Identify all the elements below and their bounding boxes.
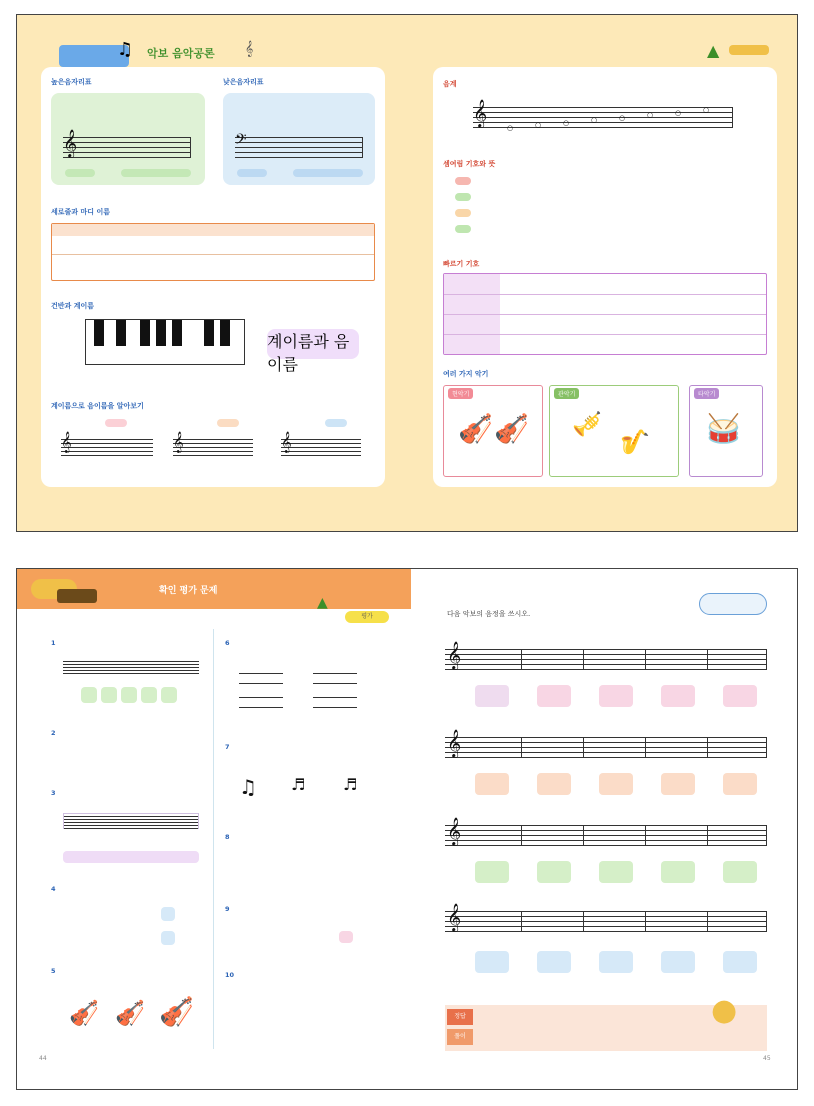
page-number-right: 45 <box>763 1055 771 1062</box>
section-treble: 높은음자리표 <box>51 78 92 86</box>
section-tempo: 빠르기 기호 <box>443 260 480 268</box>
drum-icon: 🥁 <box>706 412 741 445</box>
question-7-number: 7 <box>225 743 230 751</box>
answer-box[interactable] <box>723 685 757 707</box>
q3-staff <box>63 813 199 829</box>
naming-staff-3: 𝄞 <box>281 439 361 455</box>
answer-box[interactable] <box>723 861 757 883</box>
treble-clef-icon: 𝄞 <box>63 129 78 157</box>
answer-box[interactable] <box>161 687 177 703</box>
saxophone-icon: 🎷 <box>620 428 650 456</box>
answer-box[interactable] <box>141 687 157 703</box>
answer-box[interactable] <box>161 931 175 945</box>
question-5-number: 5 <box>51 967 56 975</box>
question-6-number: 6 <box>225 639 230 647</box>
naming-staff-2: 𝄞 <box>173 439 253 455</box>
keyboard-note-box: 계이름과 음이름 <box>267 329 359 359</box>
right-panel <box>433 67 777 487</box>
answer-box[interactable] <box>661 685 695 707</box>
viola-icon: 🎻 <box>115 999 145 1027</box>
exercise-staff-2: 𝄞 <box>445 737 767 757</box>
page-title: 악보 음악공론 <box>147 47 215 60</box>
eighth-notes-icon: ♫ <box>239 775 257 799</box>
piano-keyboard <box>85 319 245 365</box>
textbook-spread-top <box>16 14 798 532</box>
character-badge <box>699 593 767 615</box>
scale-staff: 𝄞 ○ ○ ○ ○ ○ ○ ○ ○ <box>473 107 733 127</box>
answer-box[interactable] <box>475 951 509 973</box>
exercise-staff-4: 𝄞 <box>445 911 767 931</box>
answer-box[interactable] <box>661 861 695 883</box>
section-keyboard: 건반과 계이름 <box>51 302 95 310</box>
question-2-number: 2 <box>51 729 56 737</box>
answer-box[interactable] <box>599 861 633 883</box>
answer-box[interactable] <box>599 773 633 795</box>
question-8-number: 8 <box>225 833 230 841</box>
question-10-number: 10 <box>225 971 235 979</box>
wind-instruments-box: 관악기 🎺 🎷 <box>549 385 679 477</box>
question-1-number: 1 <box>51 639 56 647</box>
answer-box[interactable] <box>81 687 97 703</box>
percussion-box: 타악기 🥁 <box>689 385 763 477</box>
instruction: 다음 악보의 음정을 쓰시오. <box>447 610 531 618</box>
bass-staff <box>235 131 363 157</box>
exercise-staff-1: 𝄞 <box>445 649 767 669</box>
unit-header <box>17 569 411 609</box>
section-scale: 음계 <box>443 80 457 88</box>
barline-table <box>51 223 375 281</box>
answer-box[interactable] <box>599 685 633 707</box>
mascot-icon: ▲ <box>317 595 328 611</box>
answer-box[interactable] <box>161 907 175 921</box>
music-note-icon: ♫ <box>117 39 134 60</box>
answer-box[interactable] <box>475 685 509 707</box>
answer-box[interactable] <box>723 773 757 795</box>
exercise-staff-3: 𝄞 <box>445 825 767 845</box>
answer-box[interactable] <box>339 931 353 943</box>
cello-icon: 🎻 <box>494 412 529 445</box>
answer-box[interactable] <box>121 687 137 703</box>
bee-mascot-icon: ● <box>711 993 738 1028</box>
answer-box[interactable] <box>661 951 695 973</box>
cello-icon: 🎻 <box>159 995 194 1028</box>
answer-box[interactable] <box>537 773 571 795</box>
string-instruments-box: 현악기 🎻 🎻 <box>443 385 543 477</box>
question-4-number: 4 <box>51 885 56 893</box>
answer-box[interactable] <box>599 951 633 973</box>
note-group-icon: ♬ <box>291 775 306 794</box>
note-group-icon: ♬ <box>343 775 358 794</box>
answer-box[interactable] <box>661 773 695 795</box>
left-panel <box>41 67 385 487</box>
footer-tag-answer: 정답 <box>447 1009 473 1025</box>
unit-title: 확인 평가 문제 <box>159 586 218 596</box>
section-instruments: 여러 가지 악기 <box>443 370 489 378</box>
answer-box[interactable] <box>475 773 509 795</box>
answer-box[interactable] <box>723 951 757 973</box>
treble-clef-icon: 𝄞 <box>245 41 254 57</box>
violin-icon: 🎻 <box>69 999 99 1027</box>
unit-badge: 평가 <box>345 611 389 623</box>
answer-box[interactable] <box>101 687 117 703</box>
answer-box[interactable] <box>475 861 509 883</box>
answer-box[interactable] <box>537 685 571 707</box>
textbook-spread-bottom <box>16 568 798 1090</box>
question-3-number: 3 <box>51 789 56 797</box>
violin-icon: 🎻 <box>458 412 493 445</box>
page-number-left: 44 <box>39 1055 47 1062</box>
bass-info-box <box>223 93 375 185</box>
q3-answer-bar[interactable] <box>63 851 199 863</box>
treble-info-box <box>51 93 205 185</box>
section-naming: 계이름으로 음이름을 알아보기 <box>51 402 144 410</box>
tempo-table <box>443 273 767 355</box>
answer-box[interactable] <box>537 951 571 973</box>
decoration-bar <box>729 45 769 55</box>
section-dynamics: 셈여림 기호와 뜻 <box>443 160 496 168</box>
section-barline: 세로줄과 마디 이름 <box>51 208 110 216</box>
naming-staff-1: 𝄞 <box>61 439 153 455</box>
answer-box[interactable] <box>537 861 571 883</box>
character-icon: ▲ <box>707 41 720 60</box>
treble-staff <box>63 129 191 157</box>
question-9-number: 9 <box>225 905 230 913</box>
section-bass: 낮은음자리표 <box>223 78 264 86</box>
footer-tag-explanation: 풀이 <box>447 1029 473 1045</box>
bass-clef-icon: 𝄢 <box>235 131 247 152</box>
q1-staff <box>63 661 199 673</box>
trumpet-icon: 🎺 <box>572 410 602 438</box>
